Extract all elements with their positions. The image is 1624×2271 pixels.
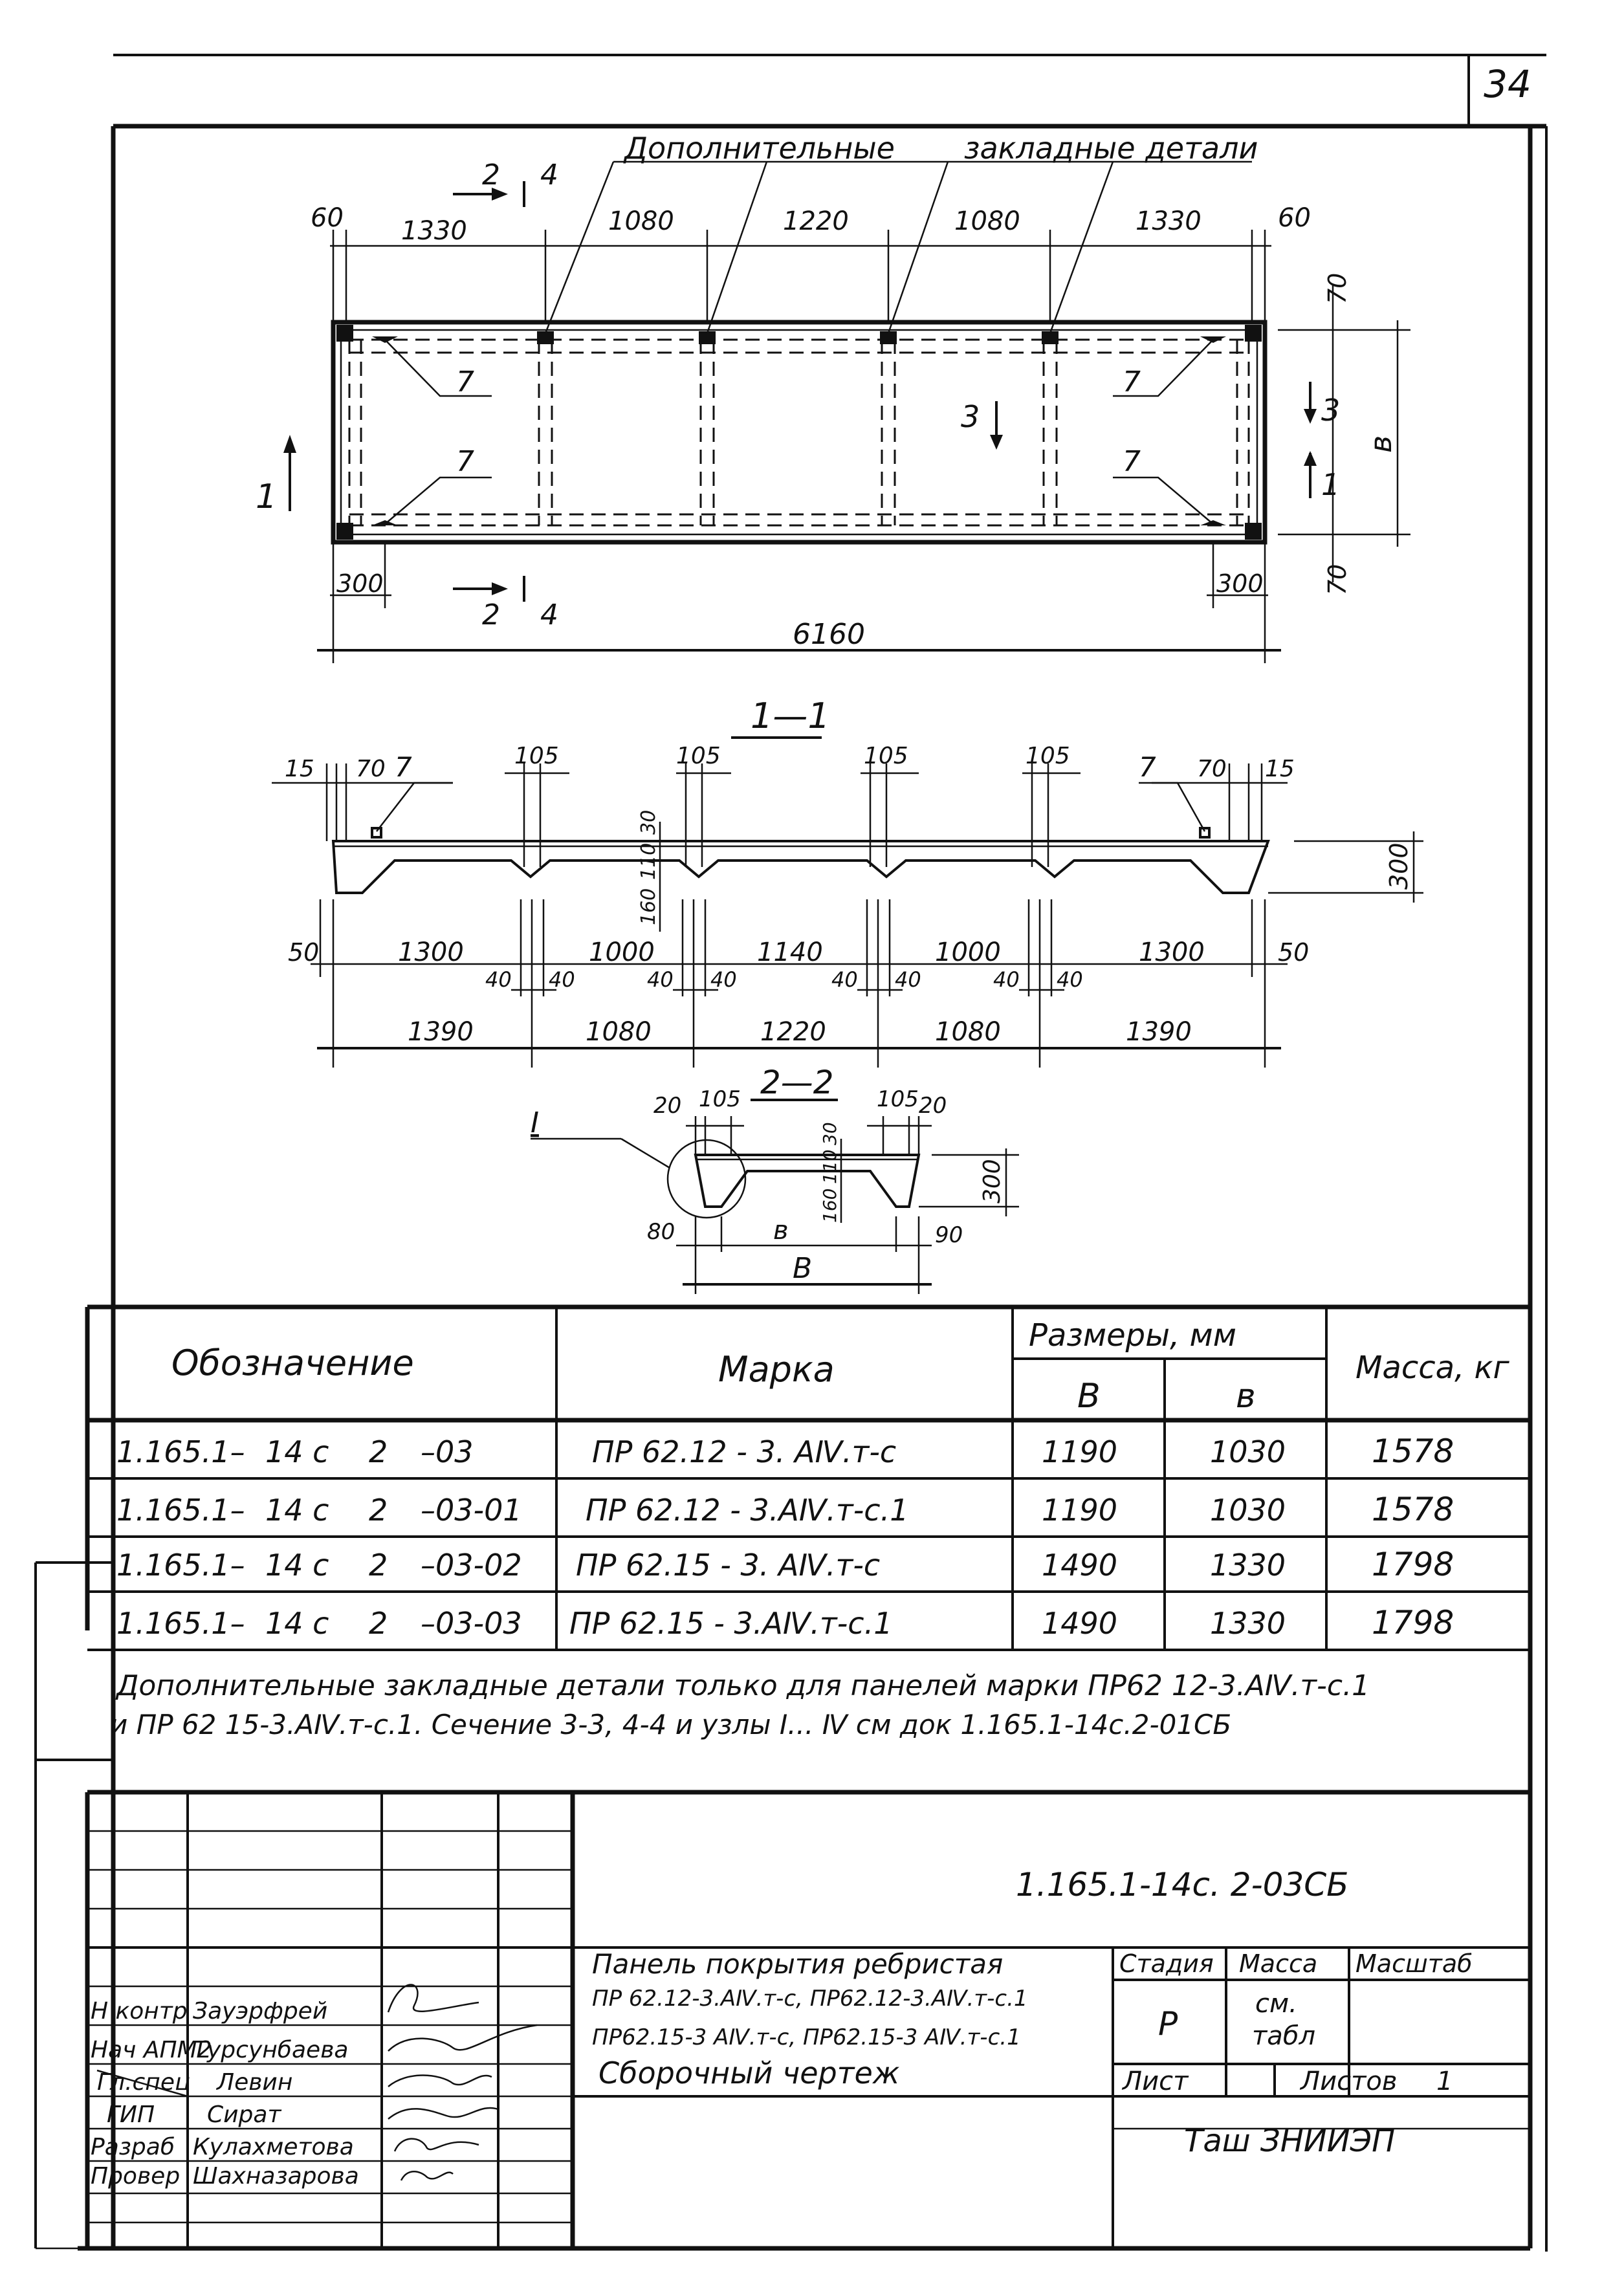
row2-designation-a: 1.165.1– (116, 1493, 245, 1528)
s11-40-b: 40 (549, 967, 575, 992)
row2-B: 1190 (1042, 1493, 1118, 1528)
signer-name-3: Левин (217, 2069, 293, 2096)
s11-bottom-0: 1390 (408, 1017, 474, 1047)
s22-bottom-80: 80 (647, 1219, 675, 1245)
row4-designation-b: 14 с (265, 1606, 329, 1641)
col-size-B: В (1077, 1377, 1101, 1416)
s11-mid-4: 1000 (935, 938, 1001, 967)
signer-name-6: Шахназарова (193, 2163, 359, 2189)
right-dim-width: в (1363, 435, 1398, 453)
section-mark-4-bottom: 4 (540, 598, 558, 631)
section-mark-2-top: 2 (482, 159, 500, 192)
s11-bottom-3: 1080 (935, 1017, 1001, 1047)
plan-dim-top-0: 60 (311, 203, 344, 233)
row3-mass: 1798 (1372, 1546, 1454, 1583)
s11-40-d: 40 (710, 967, 737, 992)
s11-height-30: 30 (637, 809, 660, 835)
plan-dim-top-4: 1080 (954, 206, 1020, 236)
s11-bottom-1: 1080 (586, 1017, 652, 1047)
row2-mass: 1578 (1372, 1491, 1454, 1528)
plan-dim-top-6: 60 (1278, 203, 1311, 233)
s22-dim-105-right: 105 (877, 1086, 919, 1112)
mass-value-1: см. (1255, 1989, 1297, 2019)
s11-mid-2: 1000 (589, 938, 655, 967)
row4-B: 1490 (1042, 1606, 1118, 1641)
s11-dim-top-0: 15 (285, 756, 314, 782)
signer-name-4: Сират (207, 2101, 281, 2128)
sheets-label: Листов (1300, 2067, 1398, 2096)
s11-dim-top-3: 105 (676, 743, 721, 769)
sheets-value: 1 (1436, 2067, 1453, 2096)
product-name: Панель покрытия ребристая (592, 1948, 1004, 1980)
row4-b: 1330 (1210, 1606, 1286, 1641)
s11-dim-top-4: 105 (864, 743, 908, 769)
col-sizes: Размеры, мм (1029, 1317, 1236, 1354)
row2-b: 1030 (1210, 1493, 1286, 1528)
plan-dim-top-1: 1330 (401, 216, 467, 246)
right-dim-top: 70 (1323, 272, 1352, 304)
s11-mid-1: 1300 (398, 938, 464, 967)
node-mark-I: I (531, 1106, 539, 1139)
s11-40-c: 40 (647, 967, 674, 992)
row1-designation-d: –03 (421, 1434, 474, 1469)
overall-length: 6160 (793, 618, 865, 651)
s11-mid-5: 1300 (1139, 938, 1205, 967)
s11-40-e: 40 (831, 967, 858, 992)
section-1-1-title: 1—1 (751, 696, 830, 736)
s22-inner-width: в (773, 1216, 789, 1245)
s22-outer-width: В (793, 1252, 813, 1285)
section-mark-4-top: 4 (540, 159, 558, 192)
product-marks-2: ПР62.15-3 АⅣ.т-с, ПР62.15-3 АⅣ.т-с.1 (592, 2024, 1021, 2050)
sheet-frame (36, 55, 1546, 2252)
s11-40-h: 40 (1057, 967, 1083, 992)
product-marks-1: ПР 62.12-3.АⅣ.т-с, ПР62.12-3.АⅣ.т-с.1 (592, 1986, 1028, 2012)
row2-designation-b: 14 с (265, 1493, 329, 1528)
row3-designation-c: 2 (369, 1548, 388, 1583)
row4-designation-a: 1.165.1– (116, 1606, 245, 1641)
table-row (116, 1432, 1454, 1470)
s11-height-110: 110 (637, 842, 660, 880)
doc-code: 1.165.1-14с. 2-03СБ (1016, 1866, 1349, 1903)
signer-name-5: Кулахметова (193, 2134, 354, 2160)
col-mass: Масса, кг (1355, 1350, 1509, 1386)
page-number: 34 (1484, 62, 1531, 106)
row4-mass: 1798 (1372, 1604, 1454, 1641)
signer-name-1: Зауэрфрей (193, 1998, 328, 2024)
table-row (116, 1491, 1454, 1528)
section-mark-1: 1 (256, 477, 278, 516)
callout-text-3: детали (1145, 131, 1258, 166)
s22-dim-20-right: 20 (919, 1093, 947, 1119)
s22-h-30: 30 (819, 1122, 840, 1145)
row1-designation-b: 14 с (265, 1434, 329, 1469)
callout-text-1: Дополнительные (624, 131, 895, 166)
s11-item-7-left: 7 (395, 751, 412, 783)
stage-value: Р (1158, 2005, 1178, 2043)
organization: Таш ЗНИИЭП (1184, 2123, 1396, 2159)
row1-B: 1190 (1042, 1434, 1118, 1469)
signer-role-4: ГИП (107, 2101, 155, 2128)
section-2-2 (531, 1100, 1019, 1294)
s11-40-a: 40 (485, 967, 512, 992)
mass-label: Масса (1239, 1949, 1318, 1978)
s22-dim-20-left: 20 (653, 1093, 682, 1119)
scale-label: Масштаб (1355, 1949, 1473, 1978)
s11-dim-top-6: 70 (1197, 756, 1227, 782)
right-dim-bottom: 70 (1323, 564, 1352, 595)
s22-h-160: 160 (819, 1188, 840, 1223)
row3-mark: ПР 62.15 - 3. АⅣ.т-с (576, 1548, 881, 1583)
s11-bottom-2: 1220 (760, 1017, 826, 1047)
col-mark: Марка (718, 1349, 835, 1390)
row3-B: 1490 (1042, 1548, 1118, 1583)
row2-mark: ПР 62.12 - 3.АⅣ.т-с.1 (586, 1493, 909, 1528)
s22-total-height: 300 (979, 1159, 1005, 1203)
stage-label: Стадия (1119, 1949, 1214, 1978)
col-designation: Обозначение (171, 1343, 414, 1383)
row1-designation-a: 1.165.1– (116, 1434, 245, 1469)
plan-dim-top-3: 1220 (783, 206, 849, 236)
row4-designation-d: –03-03 (421, 1606, 522, 1641)
section-mark-2-bottom: 2 (482, 598, 500, 631)
row1-mark: ПР 62.12 - 3. АⅣ.т-с (592, 1434, 897, 1469)
s11-40-f: 40 (895, 967, 921, 992)
note-line-1: Дополнительные закладные детали только для панелей марки ПР62 12-3.АⅣ.т-с.1 (116, 1669, 1370, 1702)
table-row (116, 1604, 1454, 1641)
row1-b: 1030 (1210, 1434, 1286, 1469)
col-size-b: в (1236, 1377, 1256, 1416)
s11-dim-top-7: 15 (1265, 756, 1295, 782)
row4-designation-c: 2 (369, 1606, 388, 1641)
signer-role-6: Провер (91, 2163, 181, 2189)
note-line-2: и ПР 62 15-3.АⅣ.т-с.1. Сечение 3-3, 4-4 и узлы I... Ⅳ см док 1.165.1-14с.2-01СБ (110, 1709, 1232, 1740)
s11-total-height: 300 (1385, 842, 1413, 890)
signer-role-2: Нач АПМ2 (91, 2037, 212, 2063)
row1-designation-c: 2 (369, 1434, 388, 1469)
s11-40-g: 40 (993, 967, 1020, 992)
s11-mid-0: 50 (288, 938, 320, 967)
item-7-label-4: 7 (1123, 445, 1141, 478)
plan-dim-bottom-right: 300 (1216, 569, 1264, 598)
section-mark-3-mid: 3 (961, 399, 980, 434)
s11-dim-top-2: 105 (514, 743, 559, 769)
item-7-label-1: 7 (456, 366, 474, 399)
row3-designation-a: 1.165.1– (116, 1548, 245, 1583)
s22-h-110: 110 (819, 1149, 840, 1184)
item-7-label-2: 7 (456, 445, 474, 478)
s11-item-7-right: 7 (1139, 751, 1156, 783)
signer-role-3: Гл.спец (97, 2069, 191, 2096)
row4-mark: ПР 62.15 - 3.АⅣ.т-с.1 (569, 1606, 893, 1641)
slab-outline (333, 322, 1265, 542)
section-mark-3-right: 3 (1321, 393, 1341, 428)
s11-dim-top-1: 70 (356, 756, 386, 782)
mass-value-2: табл (1252, 2021, 1316, 2051)
signer-role-1: Н контр (91, 1998, 188, 2024)
s11-dim-top-5: 105 (1026, 743, 1070, 769)
section-mark-1-right: 1 (1321, 467, 1341, 502)
drawing-type: Сборочный чертеж (598, 2056, 900, 2090)
s11-mid-3: 1140 (757, 938, 823, 967)
sheet-label: Лист (1123, 2067, 1189, 2096)
plan-dim-bottom-left: 300 (336, 569, 384, 598)
signer-name-2: Турсунбаева (193, 2037, 349, 2063)
s11-bottom-4: 1390 (1126, 1017, 1192, 1047)
signer-role-5: Разраб (91, 2134, 175, 2160)
row3-designation-b: 14 с (265, 1548, 329, 1583)
row2-designation-d: –03-01 (421, 1493, 522, 1528)
s11-mid-6: 50 (1278, 938, 1310, 967)
plan-dim-top-2: 1080 (608, 206, 674, 236)
row3-designation-d: –03-02 (421, 1548, 522, 1583)
s22-dim-105-left: 105 (699, 1086, 741, 1112)
table-row (116, 1546, 1454, 1583)
callout-text-2: закладные (964, 131, 1136, 166)
plan-dim-top-5: 1330 (1136, 206, 1202, 236)
section-2-2-title: 2—2 (760, 1064, 834, 1101)
row2-designation-c: 2 (369, 1493, 388, 1528)
row1-mass: 1578 (1372, 1432, 1454, 1470)
item-7-label-3: 7 (1123, 366, 1141, 399)
row3-b: 1330 (1210, 1548, 1286, 1583)
s11-height-160: 160 (637, 888, 660, 925)
s22-bottom-90: 90 (935, 1222, 963, 1248)
